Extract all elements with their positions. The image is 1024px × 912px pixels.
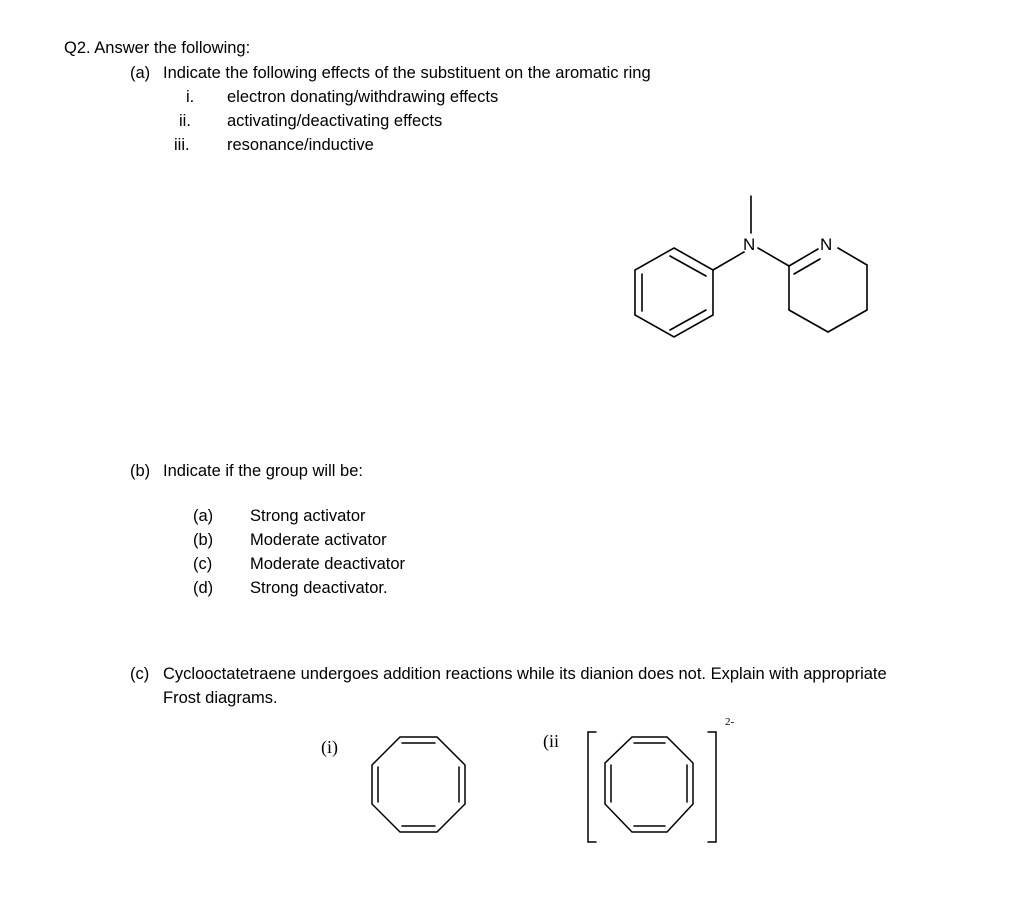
part-c-label: (c) — [130, 665, 150, 683]
dianion-charge: 2- — [725, 716, 735, 728]
part-b-option-text: Moderate activator — [250, 531, 387, 549]
part-b-option-letter: (a) — [193, 507, 214, 525]
question-title: Q2. Answer the following: — [64, 39, 251, 57]
nitrogen-atom-label: N — [743, 235, 756, 254]
part-c-text-line2: Frost diagrams. — [163, 689, 278, 707]
part-b-option-text: Strong activator — [250, 507, 366, 525]
cyclooctatetraene-ring — [372, 737, 465, 832]
part-c-text-line1: Cyclooctatetraene undergoes addition reactions while its dianion does not. Explain with appropriate — [163, 665, 887, 683]
part-a-item-number: iii. — [174, 136, 190, 154]
part-a-item-text: resonance/inductive — [227, 136, 374, 154]
part-b-option-text: Moderate deactivator — [250, 555, 406, 573]
part-b-option-letter: (b) — [193, 531, 214, 549]
part-b-text: Indicate if the group will be: — [163, 462, 363, 480]
part-b-label: (b) — [130, 462, 151, 480]
structure-label-ii: (ii — [543, 731, 559, 751]
part-b-option-letter: (c) — [193, 555, 213, 573]
part-a-label: (a) — [130, 64, 151, 82]
part-a-text: Indicate the following effects of the substituent on the aromatic ring — [163, 64, 651, 82]
part-a-item-number: ii. — [179, 112, 191, 130]
nitrogen-atom-label: N — [820, 235, 833, 254]
structure-label-i: (i) — [321, 737, 338, 757]
part-a-item-text: activating/deactivating effects — [227, 112, 443, 130]
cyclooctatetraene-dianion-ring — [605, 737, 693, 832]
part-a-item-text: electron donating/withdrawing effects — [227, 88, 499, 106]
part-a-item-number: i. — [186, 88, 195, 106]
part-b-option-letter: (d) — [193, 579, 214, 597]
part-b-option-text: Strong deactivator. — [250, 579, 388, 597]
